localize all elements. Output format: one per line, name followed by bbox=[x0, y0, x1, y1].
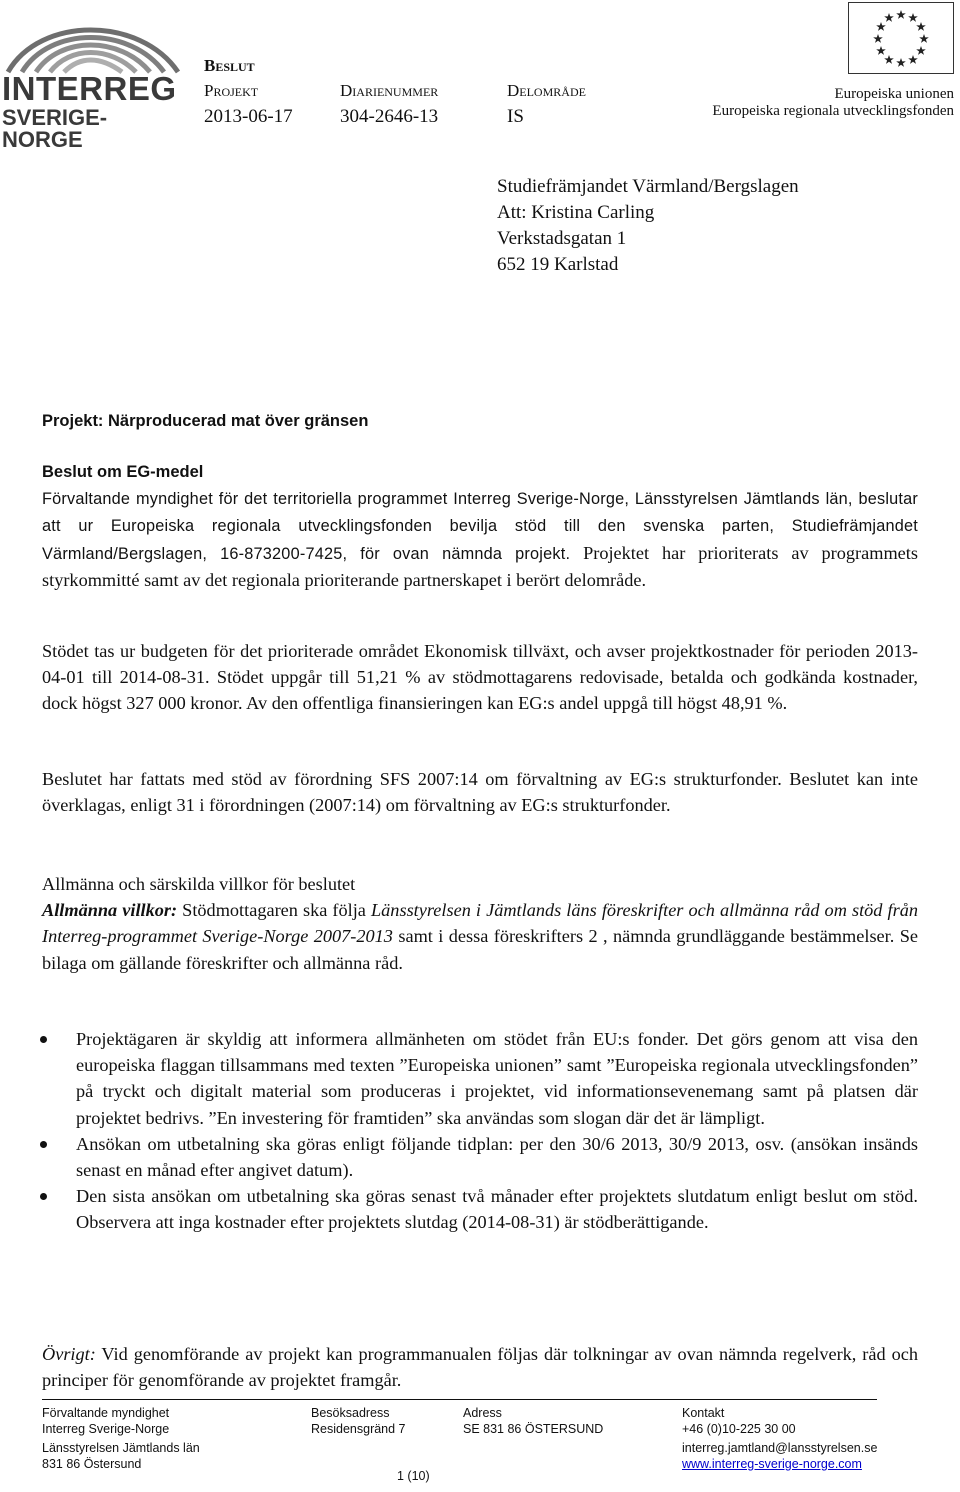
address-line-4: 652 19 Karlstad bbox=[497, 254, 619, 275]
eu-caption bbox=[712, 86, 954, 120]
ovrigt-label: Övrigt: bbox=[42, 1344, 96, 1364]
address-line-3: Verkstadsgatan 1 bbox=[497, 228, 627, 249]
list-item: Projektägaren är skyldig att informera allmänheten om stödet från EU:s fonder. Det görs genom att visa den europeiska flaggan tillsammans med texten ”Europeiska unionen” samt ”Europeiska regionala utvecklingsfonden” på tryckt och digitalt material som produceras i projektet, vid informationsevenemang samt på platsen där projektet bedrivs. ”En investering för framtiden” ska användas som slogan där det är lämpligt. bbox=[42, 1026, 918, 1131]
decision-paragraph-tail: Projektet har prioriterats av programmets styrkommitté samt av det regionala prioriterande partnerskapet i berört delområde. bbox=[42, 542, 918, 590]
beslut-label: Beslut bbox=[204, 56, 255, 75]
eu-flag bbox=[848, 2, 954, 74]
footer-postal-address: Adress SE 831 86 ÖSTERSUND bbox=[463, 1406, 604, 1436]
support-paragraph: Stödet tas ur budgeten för det prioriterade området Ekonomisk tillväxt, och avser projektkostnader för perioden 2013-04-01 till 2014-08-31. Stödet uppgår till 51,21 % av stödmottagarens redovisade, betalda och godkända kostnader, dock högst 327 000 kronor. Av den offentliga finansieringen kan EG:s andel uppgå till högst 48,91 %. bbox=[42, 641, 918, 714]
conditions-label: Allmänna villkor: bbox=[42, 900, 178, 921]
delomrade-value: IS bbox=[507, 106, 524, 127]
conditions-block bbox=[42, 871, 918, 976]
logo-text-sverige-norge: SVERIGE-NORGE bbox=[2, 105, 108, 152]
conditions-regulation-title: Länsstyrelsen i Jämtlands läns föreskrifter och allmänna råd om stöd från Interreg-programmet Sverige-Norge 2007-2013 bbox=[42, 900, 918, 947]
footer-visiting-address: Besöksadress Residensgränd 7 bbox=[311, 1406, 406, 1436]
page-number: 1 (10) bbox=[397, 1469, 430, 1483]
footer-email: interreg.jamtland@lansstyrelsen.se bbox=[682, 1441, 878, 1455]
interreg-logo bbox=[0, 14, 186, 152]
eu-caption-line1: Europeiska unionen bbox=[834, 86, 954, 102]
delomrade-label: Delområde bbox=[507, 81, 586, 100]
address-line-2: Att: Kristina Carling bbox=[497, 202, 655, 223]
projekt-label: Projekt bbox=[204, 81, 259, 100]
project-title: Projekt: Närproducerad mat över gränsen bbox=[42, 412, 369, 430]
decision-heading: Beslut om EG-medel bbox=[42, 463, 204, 481]
legal-paragraph: Beslutet har fattats med stöd av förordning SFS 2007:14 om förvaltning av EG:s strukturfonder. Beslutet kan inte överklagas, enligt 31 i förordningen (2007:14) om förvaltning av EG:s strukturfonder. bbox=[42, 769, 918, 816]
list-item: Den sista ansökan om utbetalning ska göras senast två månader efter projektets slutdatum enligt beslut om stöd. Observera att inga kostnader efter projektets slutdag (2014-08-31) är stödberättigande. bbox=[42, 1183, 918, 1235]
footer-website-link[interactable]: www.interreg-sverige-norge.com bbox=[682, 1457, 862, 1471]
list-item: Ansökan om utbetalning ska göras enligt följande tidplan: per den 30/6 2013, 30/9 2013, osv. (ansökan insänds senast en månad efter angivet datum). bbox=[42, 1131, 918, 1183]
footer-contact-online bbox=[682, 1440, 877, 1472]
conditions-paragraph: Allmänna villkor: Stödmottagaren ska följa Länsstyrelsen i Jämtlands läns föreskrifter och allmänna råd om stöd från Interreg-programmet Sverige-Norge 2007-2013 samt i dessa föreskrifters 2 , nämnda grundläggande bestämmelser. Se bilaga om gällande föreskrifter och allmänna råd. bbox=[42, 900, 918, 973]
footer-divider bbox=[42, 1399, 877, 1400]
address-line-1: Studiefrämjandet Värmland/Bergslagen bbox=[497, 176, 799, 197]
eu-caption-line2: Europeiska regionala utvecklingsfonden bbox=[712, 103, 954, 119]
diarienummer-label: Diarienummer bbox=[340, 81, 439, 100]
bridge-arch-icon bbox=[0, 14, 186, 74]
ovrigt-paragraph: Övrigt: Vid genomförande av projekt kan programmanualen följas där tolkningar av ovan nämnda regelverk, råd och principer för genomförande av projektet framgår. bbox=[42, 1344, 918, 1391]
conditions-list bbox=[42, 1026, 918, 1236]
footer-authority-address: Länsstyrelsen Jämtlands län 831 86 Östersund bbox=[42, 1441, 200, 1471]
logo-text-interreg: INTERREG bbox=[2, 70, 177, 107]
footer-phone: +46 (0)10-225 30 00 bbox=[682, 1422, 796, 1436]
decision-paragraph: Förvaltande myndighet för det territoriella programmet Interreg Sverige-Norge, Länsstyrelsen Jämtlands län, beslutar att ur Europeiska regionala utvecklingsfonden bevilja stöd till den svenska parten, Studiefrämjandet Värmland/Bergslagen, 16-873200-7425, för ovan nämnda projekt. Projektet har prioriterats av programmets styrkommitté samt av det regionala prioriterande partnerskapet i berört delområde. bbox=[42, 490, 918, 590]
footer-authority: Förvaltande myndighet Interreg Sverige-Norge bbox=[42, 1406, 170, 1436]
decision-date: 2013-06-17 bbox=[204, 106, 293, 127]
diarienummer-value: 304-2646-13 bbox=[340, 106, 439, 127]
conditions-heading: Allmänna och särskilda villkor för beslutet bbox=[42, 874, 356, 894]
footer-contact: Kontakt +46 (0)10-225 30 00 bbox=[682, 1406, 796, 1436]
eu-stars-icon bbox=[849, 3, 953, 73]
decision-block bbox=[42, 459, 918, 593]
recipient-address bbox=[497, 174, 799, 278]
